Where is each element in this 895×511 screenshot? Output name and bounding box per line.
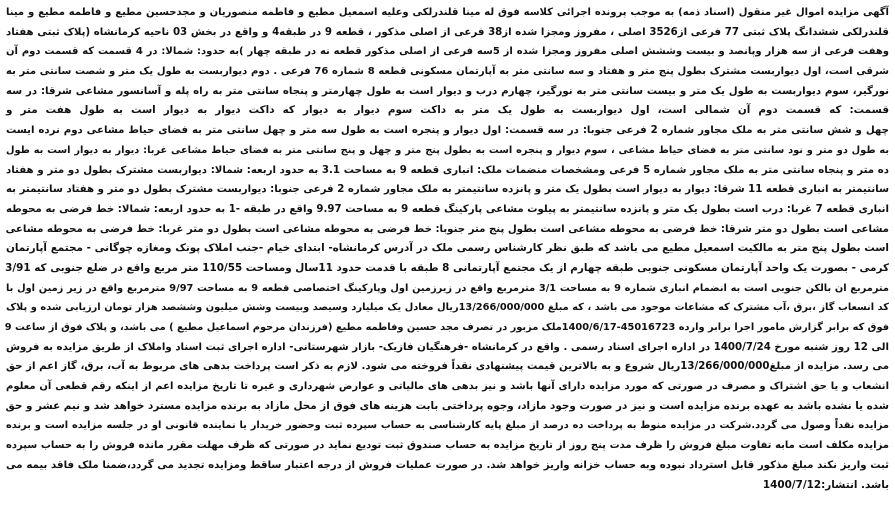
- notice-line: مزایده نقداً وصول می گردد.شرکت در مزایده منوط به پرداخت ده درصد از مبلغ پایه کارشناسی به حساب سپرده ثبت وحضور خریدار یا نماینده قانونی او در جلسه مزایده است و برنده: [6, 420, 889, 432]
- notice-line: انشعاب و یا حق اشتراک و مصرف در صورتی که مورد مزایده دارای آنها باشد و نیز بدهی های مالیاتی و عوارض شهرداری و غیره تا تاریخ مزایده اعم از اینکه رقم قطعی آن معلوم: [6, 381, 889, 393]
- auction-notice: [6, 3, 889, 508]
- notice-line: ده متر و پنجاه سانتی متر به ملک مجاور شماره 5 فرعی ومشخصات منضمات ملک: انباری قطعه 9 به مساحت 3.1 به حدود اربعه: شمالا: دیواربست مشترک بطول دو متر و هفتاد: [6, 164, 890, 176]
- notice-line: قسمت: که قسمت دوم آن شمالی است، اول دیواربست به طول یک متر به داکت سوم دیوار به دیوار که داکت دیوار به دیوار است به طول هفت متر و: [6, 104, 889, 117]
- notice-line: چهل و شش سانتی متر به ملک مجاور شماره 2 فرعی جنوبا: در سه قسمت: اول دیوار و پنجره است به طول سه متر و چهل سانتی متر به فضای حیاط مشاعی دوم نرده ایست: [6, 125, 889, 137]
- notice-line: نورگیر، سوم دیواربست به طول یک متر و بیست سانتی متر به نورگیر، چهارم درب و دیوار است به طول چهارمتر و پنجاه سانتی متر به راه پله و آسانسور مشاعی شرقا: در سه: [6, 85, 889, 97]
- notice-line: مترمربع ان بالکن جنوبی است به انضمام انباری شماره 9 به مساحت 3/1 مترمربع واقع در زیرزمین اول وپارکینگ اختصاصی قطعه 9 به مساحت 9/97 مترمربع واقع در زیر زمین اول با: [6, 282, 889, 294]
- notice-line: است بطول پنج متر به مالکیت اسمعیل مطیع می باشد که طبق نظر کارشناس رسمی ملک در آدرس کرمانشاه- ابتدای خیام -جنب املاک پونک ومغازه چوگانی - مجتمع آپارتمان: [6, 242, 889, 255]
- publication-date-line: باشد. انتشار:1400/7/12: [762, 478, 889, 491]
- notice-line: انباری قطعه 7 غربا: درب است بطول یک متر و پانزده سانتیمتر به پیلوت مشاعی پارکینگ قطعه 9 به مساحت 9.97 واقع در طبقه -1 به حدود اربعه: شمالا: خط فرضی به محوطه: [6, 203, 889, 215]
- notice-line: مشاعی است بطول دو متر شرقا: خط فرضی به محوطه مشاعی است بطول پنج متر جنوبا: خط فرضی به محوطه مشاعی است بطول دو متر غربا: خط فرضی به محوطه مشاعی: [5, 223, 889, 235]
- notice-line: می رسد. مزایده از مبلغ13/266/000/000ریال شروع و به بالاترین قیمت پیشنهادی نقداً فروخته می شود. لازم به ذکر است پرداخت بدهی های مربوط به آب، برق، گاز اعم از حق: [6, 361, 889, 373]
- notice-line: به طول دو متر و نود سانتی متر به فضای حیاط مشاعی ، سوم دیوار و پنجره است به بطول پنج متر و چهل و پنج سانتی متر به فضای حیاط مشاعی غربا: دیوار به دیوار است به طول: [6, 144, 889, 156]
- notice-line: وهفت فرعی از سه هزار وپانصد و بیست وششش اصلی مفروز ومجزا شده از 5سه فرعی از اصلی مذکور قطعه نه در طبقه چهار )به حدود: شمالا: در 4 قسمت که قسمت دوم آن: [6, 46, 889, 58]
- notice-line: ثبت واریز نکند مبلغ مذکور قابل استرداد نبوده وبه حساب خزانه واریز خواهد شد. در صورت عملیات فروش از درجه اعتبار ساقط ومزایده تجدید می گردد،ضمنا ملک فاقد بیمه می: [6, 459, 889, 471]
- notice-line: مزایده مکلف است مابه تفاوت مبلغ فروش را ظرف مدت پنج روز از تاریخ مزایده به حساب صندوق ثبت تودیع نماید در صورتی که ظرف مهلت مقرر مانده فروش را به حساب سپرده: [6, 440, 889, 452]
- notice-line: الی 12 روز شنبه مورخ 1400/7/24 در اداره اجرای اسناد رسمی . واقع در کرمانشاه -فرهنگیان فازیک- بازار شهرستانی- اداره اجرای ثبت اسناد واملاک از طریق مزایده به فروش: [6, 341, 889, 353]
- notice-line: شرقی است، اول دیواربست مشترک بطول پنج متر و هفتاد و سه سانتی متر به آپارتمان مسکونی قطعه 8 شماره 76 فرعی . دوم دیواربست به طول یک متر و شصت سانتی متر به: [6, 66, 890, 78]
- notice-line: فوق که برابر گزارش مامور اجرا برابر وارده 45016723-1400/6/17ملک مزبور در تصرف مجد حسین وفاطمه مطیع (فرزندان مرحوم اسماعیل مطیع ) می باشد، و پلاک فوق از ساعت 9: [4, 322, 889, 333]
- notice-line: کد انسعاب گاز ،برق ،آب مشترک که مشاعات موجود می باشد ، که مبلغ 13/266/000/000ریال معادل یک میلیارد وسیصد وبیست وشش میلیون وششصد هزار تومان ارزیابی شده و پلاک: [6, 302, 889, 314]
- notice-line: شده یا نشده باشد به عهده برنده مزایده است و نیز در صورت وجود مازاد، وجوه پرداختی بابت هزینه های فوق از محل مازاد به برنده مزایده مسترد خواهد شد و نیم عشر و حق: [5, 399, 889, 412]
- notice-line: کرمی - بصورت یک واحد آپارتمان مسکونی جنوبی طبقه چهارم از یک مجتمع آپارتمانی 8 طبقه با قدمت حدود 11سال ومساحت 110/55 متر مربع واقع در ضلع جنوبی که 3/91: [5, 261, 889, 274]
- notice-line: سانتیمتر به انباری قطعه 11 شرقا: دیوار به دیوار است بطول یک متر و پانزده سانتیمتر به ملک مجاور شماره 2 فرعی جنوبا: دیواربست مشترک بطول دو متر و هفتاد سانتیمتر به: [6, 184, 890, 196]
- notice-line: قلندرلکی ششدانگ پلاک ثبتی 77 فرعی از3526 اصلی ، مفروز ومجزا شده از38 فرعی از اصلی مذکور ، قطعه 9 در طبقه4 و واقع در بخش 03 ناحیه کرمانشاه (پلاک ثبتی هفتاد: [6, 26, 889, 38]
- notice-line: آگهی مزایده اموال غیر منقول (اسناد ذمه) به موجب پرونده اجرائی کلاسه فوق له مینا قلندرلکی وعلیه اسمعیل مطیع و فاطمه منصوریان و مجدحسین مطیع و فاطمه مطیع و مینا: [6, 7, 889, 18]
